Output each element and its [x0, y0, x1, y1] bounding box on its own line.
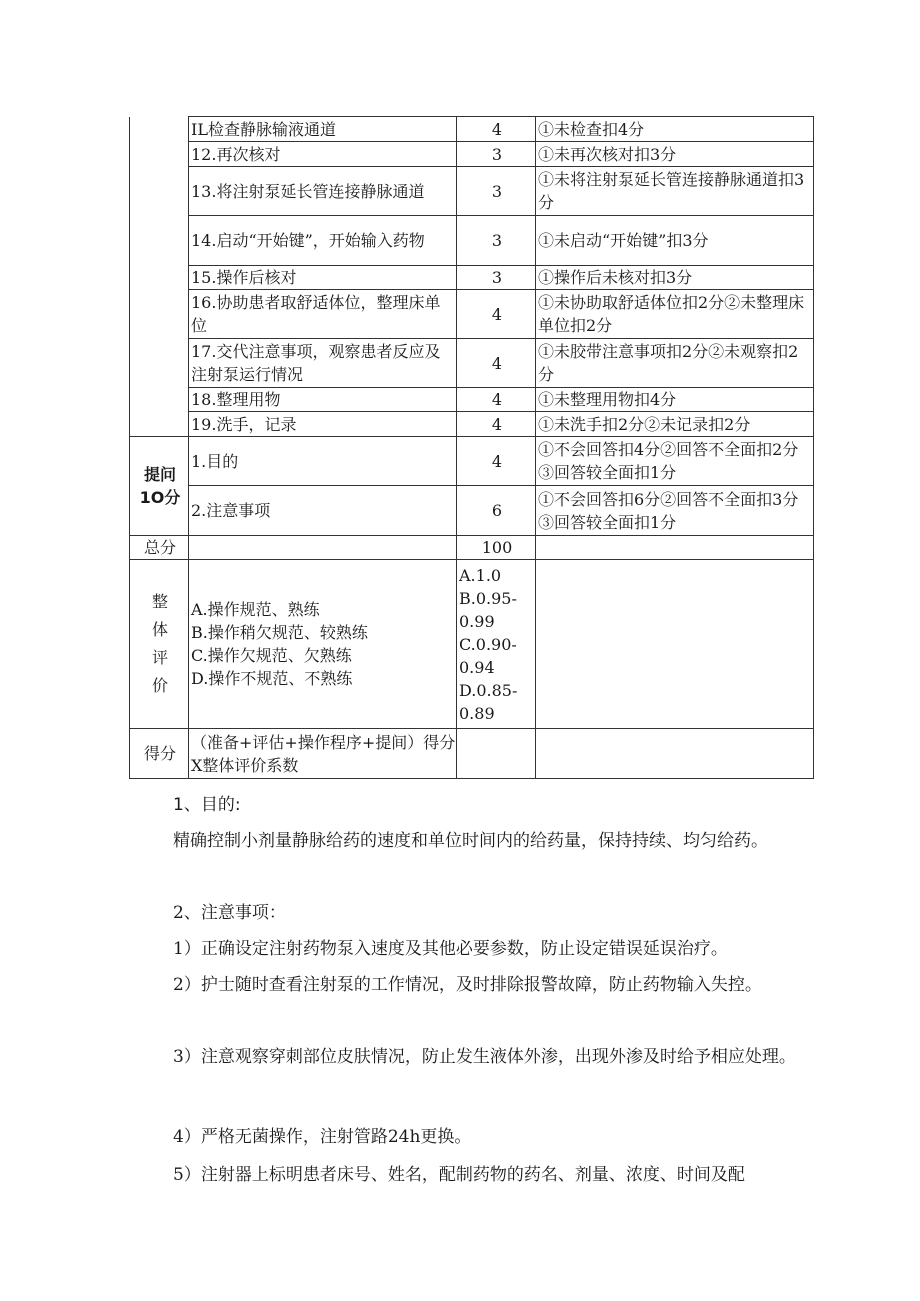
- deduct-cell: ①未洗手扣2分②未记录扣2分: [536, 412, 814, 437]
- evaluation-row: [130, 560, 814, 729]
- note-item: 4）严格无菌操作，注射管路24h更换。: [173, 1127, 472, 1147]
- score-cell: 3: [457, 266, 536, 290]
- deduct-cell: ①未整理用物扣4分: [536, 388, 814, 412]
- total-empty-cell: [536, 536, 814, 560]
- evaluation-coefficient: B.0.95-0.99: [459, 588, 517, 631]
- total-empty-cell: [189, 536, 457, 560]
- table-row: [130, 437, 814, 486]
- heading-notes: 2、注意事项：: [173, 903, 286, 923]
- step-cell: 13.将注射泵延长管连接静脉通道: [189, 167, 457, 216]
- score-cell: 3: [457, 142, 536, 167]
- score-row: [130, 729, 814, 779]
- deduct-cell: ①不会回答扣6分②回答不全面扣3分③回答较全面扣1分: [536, 486, 814, 536]
- table-row: [130, 339, 814, 388]
- total-value: 100: [457, 536, 536, 560]
- score-cell: 4: [457, 412, 536, 437]
- table-row: [130, 486, 814, 536]
- step-cell: 19.洗手，记录: [189, 412, 457, 437]
- evaluation-coefficients: [457, 560, 536, 729]
- table-row: [130, 216, 814, 266]
- deduct-cell: ①未再次核对扣3分: [536, 142, 814, 167]
- deduct-cell: ①未将注射泵延长管连接静脉通道扣3分: [536, 167, 814, 216]
- evaluation-levels: [189, 560, 457, 729]
- score-empty-cell: [536, 729, 814, 779]
- total-row: [130, 536, 814, 560]
- total-label: 总分: [130, 536, 189, 560]
- evaluation-coefficient: D.0.85-0.89: [459, 680, 518, 723]
- deduct-cell: ①未胶带注意事项扣2分②未观察扣2分: [536, 339, 814, 388]
- evaluation-empty-cell: [536, 560, 814, 729]
- score-cell: 4: [457, 290, 536, 339]
- deduct-cell: ①不会回答扣4分②回答不全面扣2分③回答较全面扣1分: [536, 437, 814, 486]
- evaluation-label: [130, 560, 189, 729]
- evaluation-label-text: 整体评价: [151, 592, 168, 695]
- table-row: [130, 266, 814, 290]
- table-row: [130, 167, 814, 216]
- step-cell: 15.操作后核对: [189, 266, 457, 290]
- evaluation-level: C.操作欠规范、欠熟练: [191, 646, 352, 665]
- step-cell: 17.交代注意事项，观察患者反应及注射泵运行情况: [189, 339, 457, 388]
- scoring-table: [129, 116, 814, 779]
- table-row: [130, 142, 814, 167]
- deduct-cell: ①未检查扣4分: [536, 117, 814, 142]
- deduct-cell: ①未协助取舒适体位扣2分②未整理床单位扣2分: [536, 290, 814, 339]
- note-item: 2）护士随时查看注射泵的工作情况，及时排除报警故障，防止药物输入失控。: [173, 975, 762, 995]
- question-section-label: 提问1O分: [130, 437, 189, 536]
- step-cell: 16.协助患者取舒适体位，整理床单位: [189, 290, 457, 339]
- step-cell: 14.启动“开始键”，开始输入药物: [189, 216, 457, 266]
- evaluation-level: D.操作不规范、不熟练: [191, 669, 353, 688]
- step-cell: 18.整理用物: [189, 388, 457, 412]
- note-item: 3）注意观察穿刺部位皮肤情况，防止发生液体外渗，出现外渗及时给予相应处理。: [173, 1047, 796, 1067]
- section-cell: [130, 117, 189, 437]
- score-cell: 3: [457, 216, 536, 266]
- evaluation-coefficient: A.1.0: [459, 565, 502, 585]
- evaluation-level: A.操作规范、熟练: [191, 600, 320, 619]
- evaluation-level: B.操作稍欠规范、较熟练: [191, 623, 368, 642]
- heading-purpose: 1、目的:: [173, 795, 241, 815]
- table-row: [130, 117, 814, 142]
- deduct-cell: ①未启动“开始键”扣3分: [536, 216, 814, 266]
- table-row: [130, 290, 814, 339]
- score-cell: 4: [457, 339, 536, 388]
- deduct-cell: ①操作后未核对扣3分: [536, 266, 814, 290]
- step-cell: 1.目的: [189, 437, 457, 486]
- score-cell: 4: [457, 388, 536, 412]
- score-label: 得分: [130, 729, 189, 779]
- score-empty-cell: [457, 729, 536, 779]
- step-cell: 12.再次核对: [189, 142, 457, 167]
- evaluation-coefficient: C.0.90-0.94: [459, 634, 517, 677]
- score-cell: 4: [457, 117, 536, 142]
- score-cell: 4: [457, 437, 536, 486]
- note-item: 1）正确设定注射药物泵入速度及其他必要参数，防止设定错误延误治疗。: [173, 939, 728, 959]
- step-cell: IL检查静脉输液通道: [189, 117, 457, 142]
- paragraph-purpose: 精确控制小剂量静脉给药的速度和单位时间内的给药量，保持持续、均匀给药。: [173, 831, 768, 851]
- step-cell: 2.注意事项: [189, 486, 457, 536]
- score-formula: （准备+评估+操作程序+提间）得分X整体评价系数: [189, 729, 457, 779]
- table-row: [130, 412, 814, 437]
- table-row: [130, 388, 814, 412]
- note-item: 5）注射器上标明患者床号、姓名，配制药物的药名、剂量、浓度、时间及配: [173, 1165, 745, 1185]
- score-cell: 6: [457, 486, 536, 536]
- score-cell: 3: [457, 167, 536, 216]
